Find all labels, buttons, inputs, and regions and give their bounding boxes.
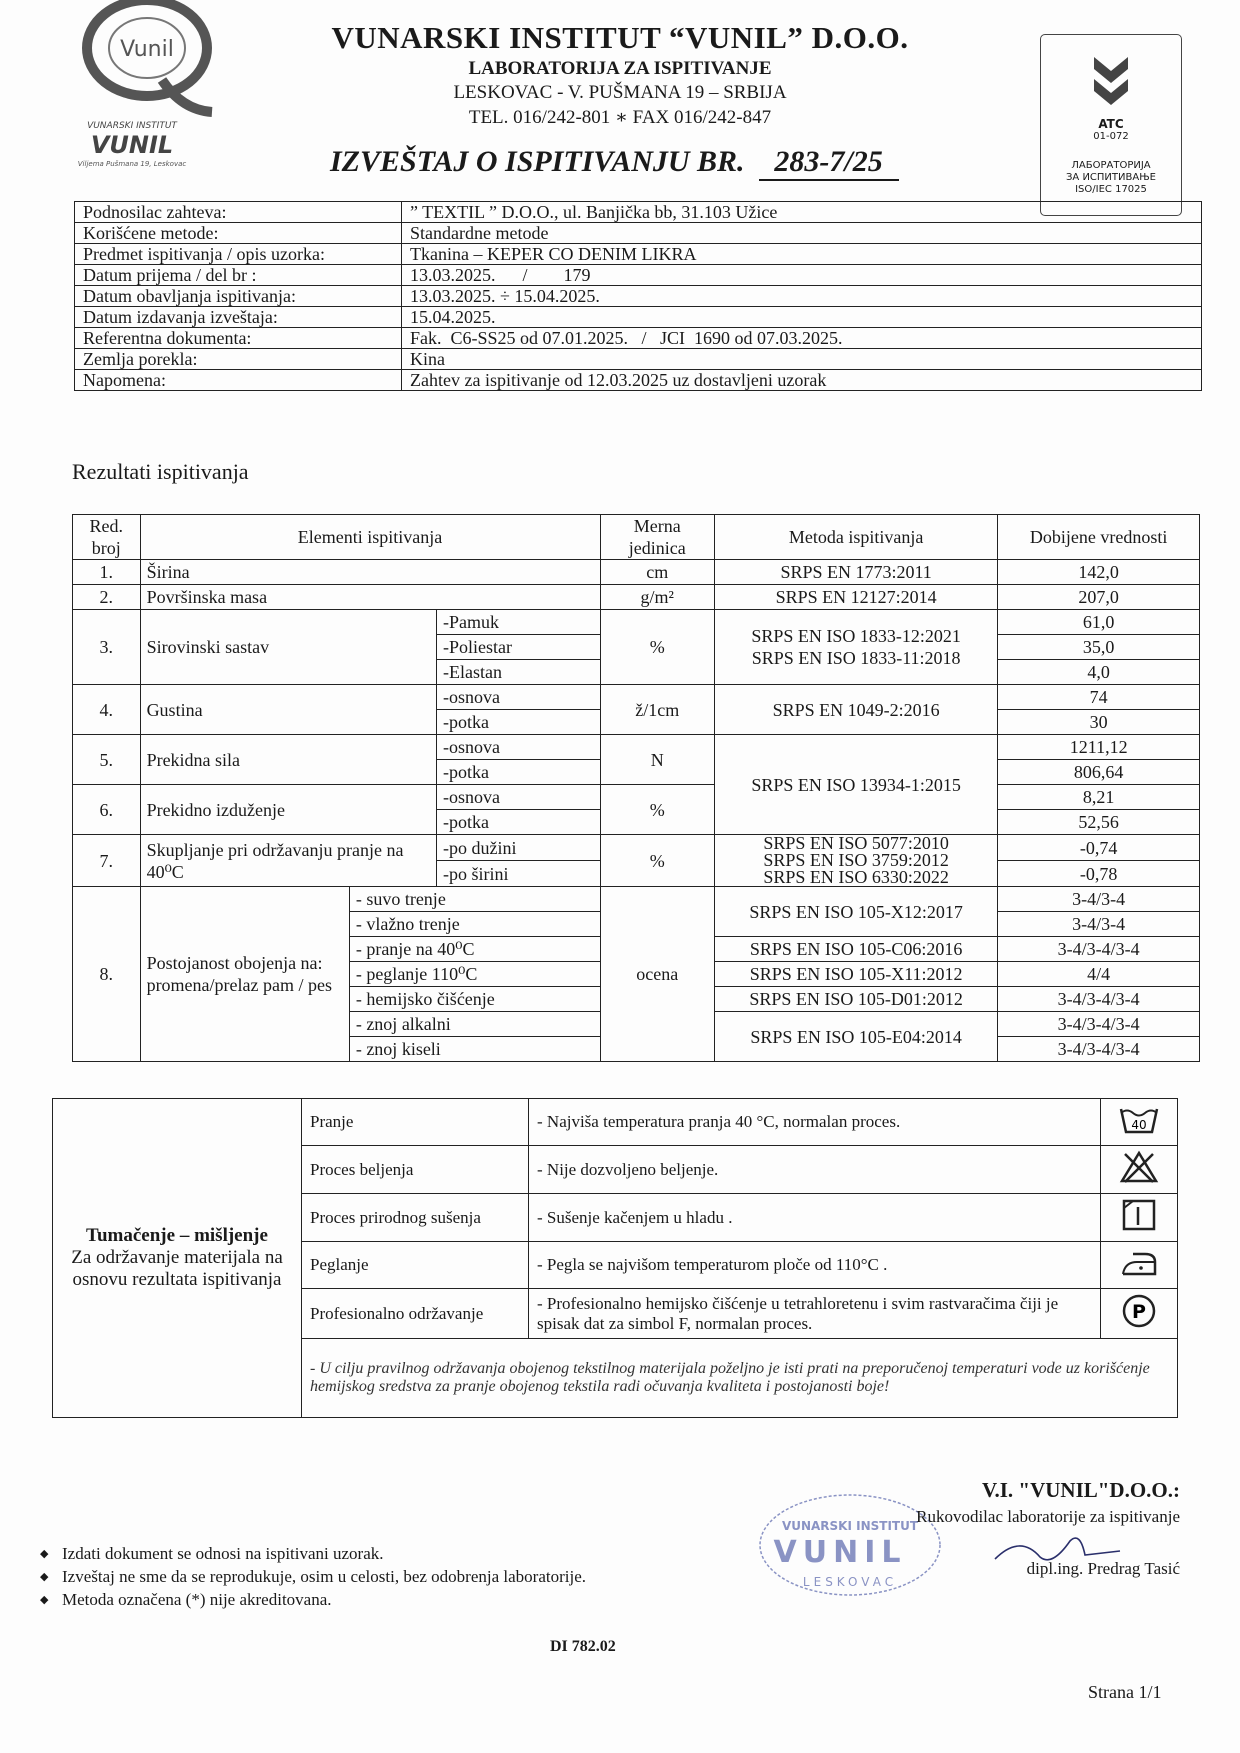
results-table [72, 514, 1200, 1062]
svg-text:VUNIL: VUNIL [773, 1535, 907, 1570]
iron-low-icon [1101, 1242, 1178, 1289]
accreditation-badge: ATC 01-072 ЛАБОРАТОРИЈА ЗА ИСПИТИВАЊЕ ISO/IEC 17025 [1040, 34, 1182, 216]
institute-logo [72, 0, 222, 170]
care-row: Proces beljenja - Nije dozvoljeno beljenje. [53, 1146, 1178, 1194]
info-row: Korišćene metode: Standardne metode [75, 223, 1202, 244]
table-row: -Poliestar 35,0 [73, 635, 1200, 660]
table-row: 2. Površinska masa g/m² SRPS EN 12127:2014 207,0 [73, 585, 1200, 610]
table-row: 7. Skupljanje pri održavanju pranje na 40⁰C -po dužini % SRPS EN ISO 5077:2010 SRPS EN ISO 3759:2012 SRPS EN ISO 6330:2022 -0,74 [73, 835, 1200, 861]
info-row: Datum izdavanja izveštaja: 15.04.2025. [75, 307, 1202, 328]
accreditation-mark-icon [1088, 49, 1134, 111]
care-interpretation-table [52, 1098, 1178, 1418]
table-row: - pranje na 40⁰C SRPS EN ISO 105-C06:2016 3-4/3-4/3-4 [73, 937, 1200, 962]
institute-header [330, 20, 910, 129]
svg-text:LESKOVAC: LESKOVAC [802, 1575, 898, 1589]
table-row: -potka 52,56 [73, 810, 1200, 835]
svg-text:Vunil: Vunil [120, 37, 174, 62]
care-note: - U cilju pravilnog održavanja obojenog tekstilnog materijala poželjno je isti prati na preporučenoj temperaturi vode uz korišćenje hemijskog sredstva za pranje obojenog tekstila radi očuvanja kvaliteta i postojanosti boje! [302, 1339, 1178, 1418]
signature-org: V.I. "VUNIL"D.O.O.: [982, 1478, 1180, 1502]
info-row: Datum obavljanja ispitivanja: 13.03.2025. ÷ 15.04.2025. [75, 286, 1202, 307]
care-row: Tumačenje – mišljenje Za održavanje materijala na osnovu rezultata ispitivanja Pranje - Najviša temperatura pranja 40 °C, normalan proces. 40 [53, 1099, 1178, 1146]
institute-address: LESKOVAC - V. PUŠMANA 19 – SRBIJA [453, 82, 787, 103]
table-row: -potka 30 [73, 710, 1200, 735]
institute-name: VUNARSKI INSTITUT “VUNIL” D.O.O. [331, 20, 909, 55]
info-row: Napomena: Zahtev za ispitivanje od 12.03.2025 uz dostavljeni uzorak [75, 370, 1202, 391]
signature-block [880, 1478, 1180, 1579]
table-row: - hemijsko čišćenje SRPS EN ISO 105-D01:2012 3-4/3-4/3-4 [73, 987, 1200, 1012]
care-row: Profesionalno održavanje - Profesionalno hemijsko čišćenje u tetrahloretenu i svim rastvaračima čiji je spisak dat za simbol F, normalan proces. P [53, 1289, 1178, 1339]
table-row: 8. Postojanost obojenja na: promena/prelaz pam / pes - suvo trenje ocena SRPS EN ISO 105-X12:2017 3-4/3-4 [73, 887, 1200, 912]
dry-clean-p-icon [1101, 1289, 1178, 1339]
svg-text:P: P [1132, 1301, 1146, 1323]
results-header-row: Red. broj Elementi ispitivanja Merna jedinica Metoda ispitivanja Dobijene vrednosti [73, 515, 1200, 560]
no-bleach-icon [1101, 1146, 1178, 1194]
care-row: Peglanje - Pegla se najvišom temperaturom ploče od 110°C . [53, 1242, 1178, 1289]
results-heading: Rezultati ispitivanja [72, 459, 249, 484]
table-row: 3. Sirovinski sastav -Pamuk % SRPS EN ISO 1833-12:2021 SRPS EN ISO 1833-11:2018 61,0 [73, 610, 1200, 635]
table-row: 5. Prekidna sila -osnova N SRPS EN ISO 13934-1:2015 1211,12 [73, 735, 1200, 760]
list-item: ◆ Izveštaj ne sme da se reprodukuje, osim u celosti, bez odobrenja laboratorije. [40, 1565, 586, 1588]
care-row: Proces prirodnog sušenja - Sušenje kačenjem u hladu . [53, 1194, 1178, 1242]
table-row: - znoj alkalni SRPS EN ISO 105-E04:2014 3-4/3-4/3-4 [73, 1012, 1200, 1037]
table-row: - peglanje 110⁰C SRPS EN ISO 105-X11:2012 4/4 [73, 962, 1200, 987]
lab-name: LABORATORIJA ZA ISPITIVANJE [468, 58, 772, 79]
sample-description: Tkanina – KEPER CO DENIM LIKRA [402, 244, 1202, 265]
signature-name: dipl.ing. Predrag Tasić [1026, 1559, 1180, 1578]
info-row: Zemlja porekla: Kina [75, 349, 1202, 370]
page-number: Strana 1/1 [1088, 1682, 1162, 1702]
svg-text:VUNARSKI INSTITUT: VUNARSKI INSTITUT [781, 1519, 919, 1533]
table-row: - znoj kiseli 3-4/3-4/3-4 [73, 1037, 1200, 1062]
request-info-table [74, 201, 1202, 391]
signature-role: Rukovodilac laboratorije za ispitivanje [916, 1507, 1180, 1526]
info-row: Referentna dokumenta: Fak. C6-SS25 od 07.01.2025. / JCI 1690 od 07.03.2025. [75, 328, 1202, 349]
list-item: ◆ Izdati dokument se odnosi na ispitivani uzorak. [40, 1542, 586, 1565]
table-row: 6. Prekidno izduženje -osnova % 8,21 [73, 785, 1200, 810]
table-row: - vlažno trenje 3-4/3-4 [73, 912, 1200, 937]
report-number: 283-7/25 [759, 145, 899, 181]
table-row: 1. Širina cm SRPS EN 1773:2011 142,0 [73, 560, 1200, 585]
table-row: -po širini -0,78 [73, 861, 1200, 887]
wash-40-icon [1101, 1099, 1178, 1146]
interpretation-label: Tumačenje – mišljenje Za održavanje materijala na osnovu rezultata ispitivanja [53, 1099, 302, 1418]
footer-notes [40, 1542, 586, 1611]
info-row: Datum prijema / del br : 13.03.2025. / 179 [75, 265, 1202, 286]
svg-text:VUNIL: VUNIL [90, 131, 174, 159]
institute-phone: TEL. 016/242-801 ∗ FAX 016/242-847 [468, 107, 772, 128]
svg-text:Viljema Pušmana 19, Leskovac: Viljema Pušmana 19, Leskovac [77, 160, 187, 168]
info-row: Predmet ispitivanja / opis uzorka: Tkanina – KEPER CO DENIM LIKRA [75, 244, 1202, 265]
list-item: ◆ Metoda označena (*) nije akreditovana. [40, 1588, 586, 1611]
svg-text:VUNARSKI INSTITUT: VUNARSKI INSTITUT [87, 121, 177, 131]
line-dry-shade-icon [1101, 1194, 1178, 1242]
report-title: IZVEŠTAJ O ISPITIVANJU BR. 283-7/25 [330, 145, 899, 181]
table-row: -Elastan 4,0 [73, 660, 1200, 685]
info-row: Podnosilac zahteva: ” TEXTIL ” D.O.O., ul. Banjička bb, 31.103 Užice [75, 202, 1202, 223]
svg-text:40: 40 [1131, 1117, 1147, 1132]
table-row: 4. Gustina -osnova ž/1cm SRPS EN 1049-2:2016 74 [73, 685, 1200, 710]
table-row: -potka 806,64 [73, 760, 1200, 785]
document-id: DI 782.02 [550, 1638, 616, 1655]
